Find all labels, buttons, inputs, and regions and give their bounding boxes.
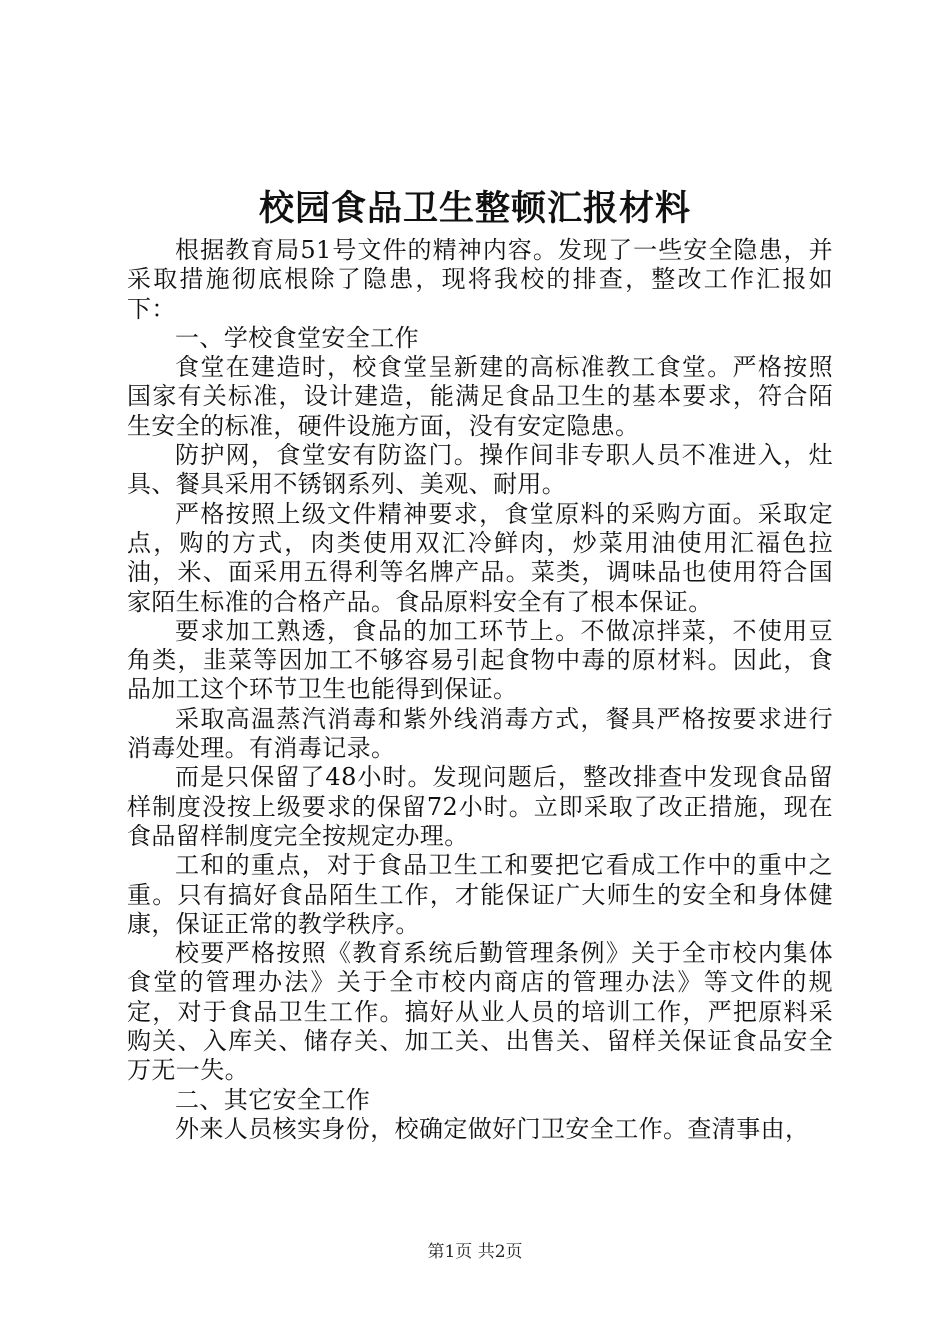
paragraph: 防护网，食堂安有防盗门。操作间非专职人员不准进入，灶具、餐具采用不锈钢系列、美观、耐用。 <box>127 441 833 499</box>
paragraph: 食堂在建造时，校食堂呈新建的高标准教工食堂。严格按照国家有关标准，设计建造，能满足食品卫生的基本要求，符合陌生安全的标准，硬件设施方面，没有安定隐患。 <box>127 353 833 440</box>
paragraph: 而是只保留了48小时。发现问题后，整改排查中发现食品留样制度没按上级要求的保留72小时。立即采取了改正措施，现在食品留样制度完全按规定办理。 <box>127 763 833 850</box>
page-footer: 第1页 共2页 <box>427 1242 523 1262</box>
document-title: 校园食品卫生整顿汇报材料 <box>258 188 691 229</box>
paragraph: 严格按照上级文件精神要求，食堂原料的采购方面。采取定点，购的方式，肉类使用双汇冷鲜肉，炒菜用油使用汇福色拉油，米、面采用五得利等名牌产品。菜类，调味品也使用符合国家陌生标准的合格产品。食品原料安全有了根本保证。 <box>127 499 833 616</box>
document-body <box>127 236 833 1144</box>
paragraph: 外来人员核实身份，校确定做好门卫安全工作。查清事由， <box>175 1114 810 1143</box>
section-heading-other: 二、其它安全工作 <box>175 1085 371 1114</box>
paragraph: 校要严格按照《教育系统后勤管理条例》关于全市校内集体食堂的管理办法》关于全市校内商店的管理办法》等文件的规定，对于食品卫生工作。搞好从业人员的培训工作，严把原料采购关、入库关、储存关、加工关、出售关、留样关保证食品安全万无一失。 <box>127 939 833 1085</box>
section-heading-canteen: 一、学校食堂安全工作 <box>175 323 419 352</box>
paragraph: 要求加工熟透，食品的加工环节上。不做凉拌菜，不使用豆角类，韭菜等因加工不够容易引起食物中毒的原材料。因此，食品加工这个环节卫生也能得到保证。 <box>127 616 833 704</box>
paragraph-intro: 根据教育局51号文件的精神内容。发现了一些安全隐患，并采取措施彻底根除了隐患，现将我校的排查，整改工作汇报如下： <box>127 236 833 323</box>
paragraph: 工和的重点，对于食品卫生工和要把它看成工作中的重中之重。只有搞好食品陌生工作，才能保证广大师生的安全和身体健康，保证正常的教学秩序。 <box>127 851 833 938</box>
paragraph: 采取高温蒸汽消毒和紫外线消毒方式，餐具严格按要求进行消毒处理。有消毒记录。 <box>127 704 833 763</box>
